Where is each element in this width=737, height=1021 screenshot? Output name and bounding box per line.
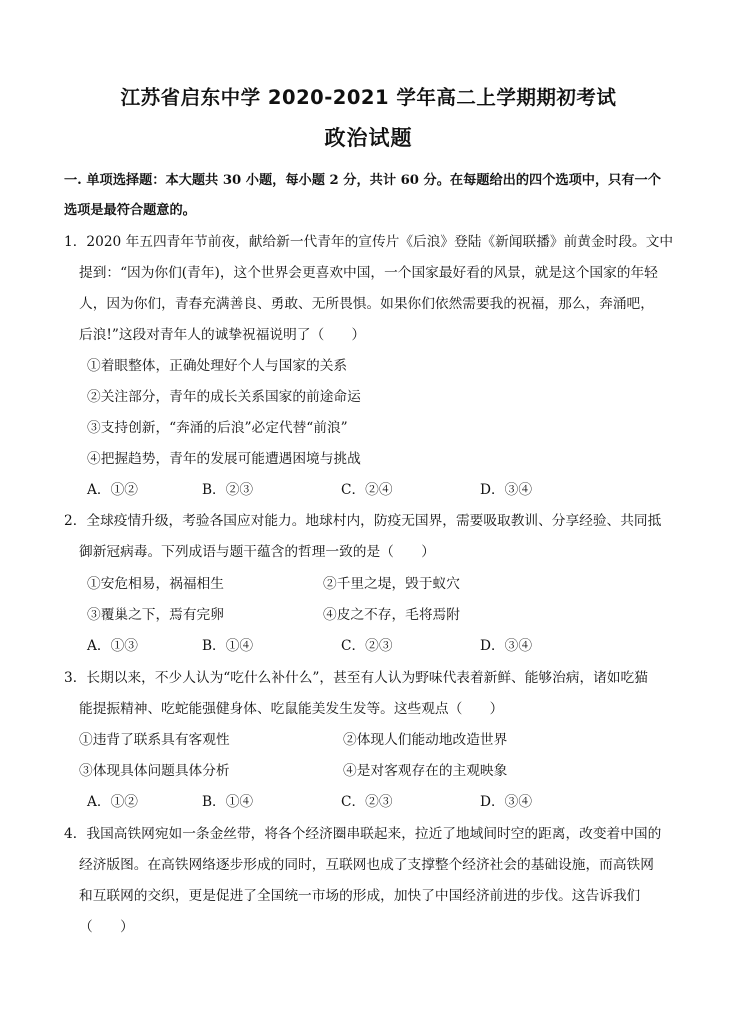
q1-line4: 后浪!”这段对青年人的诚挚祝福说明了（ ） (79, 327, 366, 343)
q2-choice-b: B．①④ (202, 638, 254, 654)
q4-line1: 4．我国高铁网宛如一条金丝带，将各个经济圈串联起来，拉近了地域间时空的距离，改变着中国的 (64, 826, 662, 842)
q3-item-1: ①违背了联系具有客观性 (79, 732, 230, 748)
q4-line2: 经济版图。在高铁网络逐步形成的同时，互联网也成了支撑整个经济社会的基础设施，而高铁网 (79, 857, 654, 873)
q2-choice-c: C．②③ (341, 638, 393, 654)
q3-item-3: ③体现具体问题具体分析 (79, 763, 230, 779)
q3-choice-b: B．①④ (202, 794, 254, 810)
q1-item-2: ②关注部分，青年的成长关系国家的前途命运 (87, 389, 361, 405)
q1-choice-d: D．③④ (480, 482, 533, 498)
exam-title: 江苏省启东中学 2020-2021 学年高二上学期期初考试 (120, 86, 617, 109)
q3-choice-d: D．③④ (480, 794, 533, 810)
q1-choice-a: A．①② (87, 482, 138, 498)
q2-item-1: ①安危相易，祸福相生 (87, 576, 224, 592)
q3-line2: 能提振精神、吃蛇能强健身体、吃鼠能美发生发等。这些观点（ ） (79, 701, 504, 717)
q1-choice-b: B．②③ (202, 482, 254, 498)
q2-item-2: ②千里之堤，毁于蚁穴 (323, 576, 460, 592)
q3-choice-a: A．①② (87, 794, 138, 810)
section-instruction-line1: 一. 单项选择题：本大题共 30 小题，每小题 2 分，共计 60 分。在每题给出的四个选项中，只有一个 (64, 173, 661, 188)
q4-line4: （ ） (79, 919, 134, 935)
section-instruction-line2: 选项是最符合题意的。 (64, 203, 196, 218)
q4-line3: 和互联网的交织，更是促进了全国统一市场的形成，加快了中国经济前进的步伐。这告诉我们 (79, 888, 641, 904)
q2-choice-a: A．①③ (87, 638, 138, 654)
q1-item-1: ①着眼整体，正确处理好个人与国家的关系 (87, 358, 348, 374)
q3-item-4: ④是对客观存在的主观映象 (343, 763, 508, 779)
q2-choice-d: D．③④ (480, 638, 533, 654)
q1-choice-c: C．②④ (341, 482, 393, 498)
q1-line2: 提到：“因为你们(青年)，这个世界会更喜欢中国，一个国家最好看的风景，就是这个国家的年轻 (79, 265, 658, 281)
q1-item-4: ④把握趋势，青年的发展可能遭遇困境与挑战 (87, 451, 361, 467)
q3-item-2: ②体现人们能动地改造世界 (343, 732, 508, 748)
q2-line2: 御新冠病毒。下列成语与题干蕴含的哲理一致的是（ ） (79, 544, 435, 560)
q1-item-3: ③支持创新，“奔涌的后浪”必定代替“前浪” (87, 420, 348, 436)
q2-item-3: ③覆巢之下，焉有完卵 (87, 607, 224, 623)
q3-line1: 3．长期以来，不少人认为“吃什么补什么”，甚至有人认为野味代表着新鲜、能够治病，诸如吃猫 (64, 670, 648, 686)
q1-line3: 人，因为你们，青春充满善良、勇敢、无所畏惧。如果你们依然需要我的祝福，那么，奔涌吧， (79, 296, 654, 312)
q2-item-4: ④皮之不存，毛将焉附 (323, 607, 460, 623)
exam-subject: 政治试题 (324, 126, 413, 150)
q3-choice-c: C．②③ (341, 794, 393, 810)
q2-line1: 2．全球疫情升级，考验各国应对能力。地球村内，防疫无国界，需要吸取教训、分享经验、共同抵 (64, 513, 662, 529)
q1-line1: 1．2020 年五四青年节前夜，献给新一代青年的宣传片《后浪》登陆《新闻联播》前黄金时段。文中 (64, 234, 674, 250)
